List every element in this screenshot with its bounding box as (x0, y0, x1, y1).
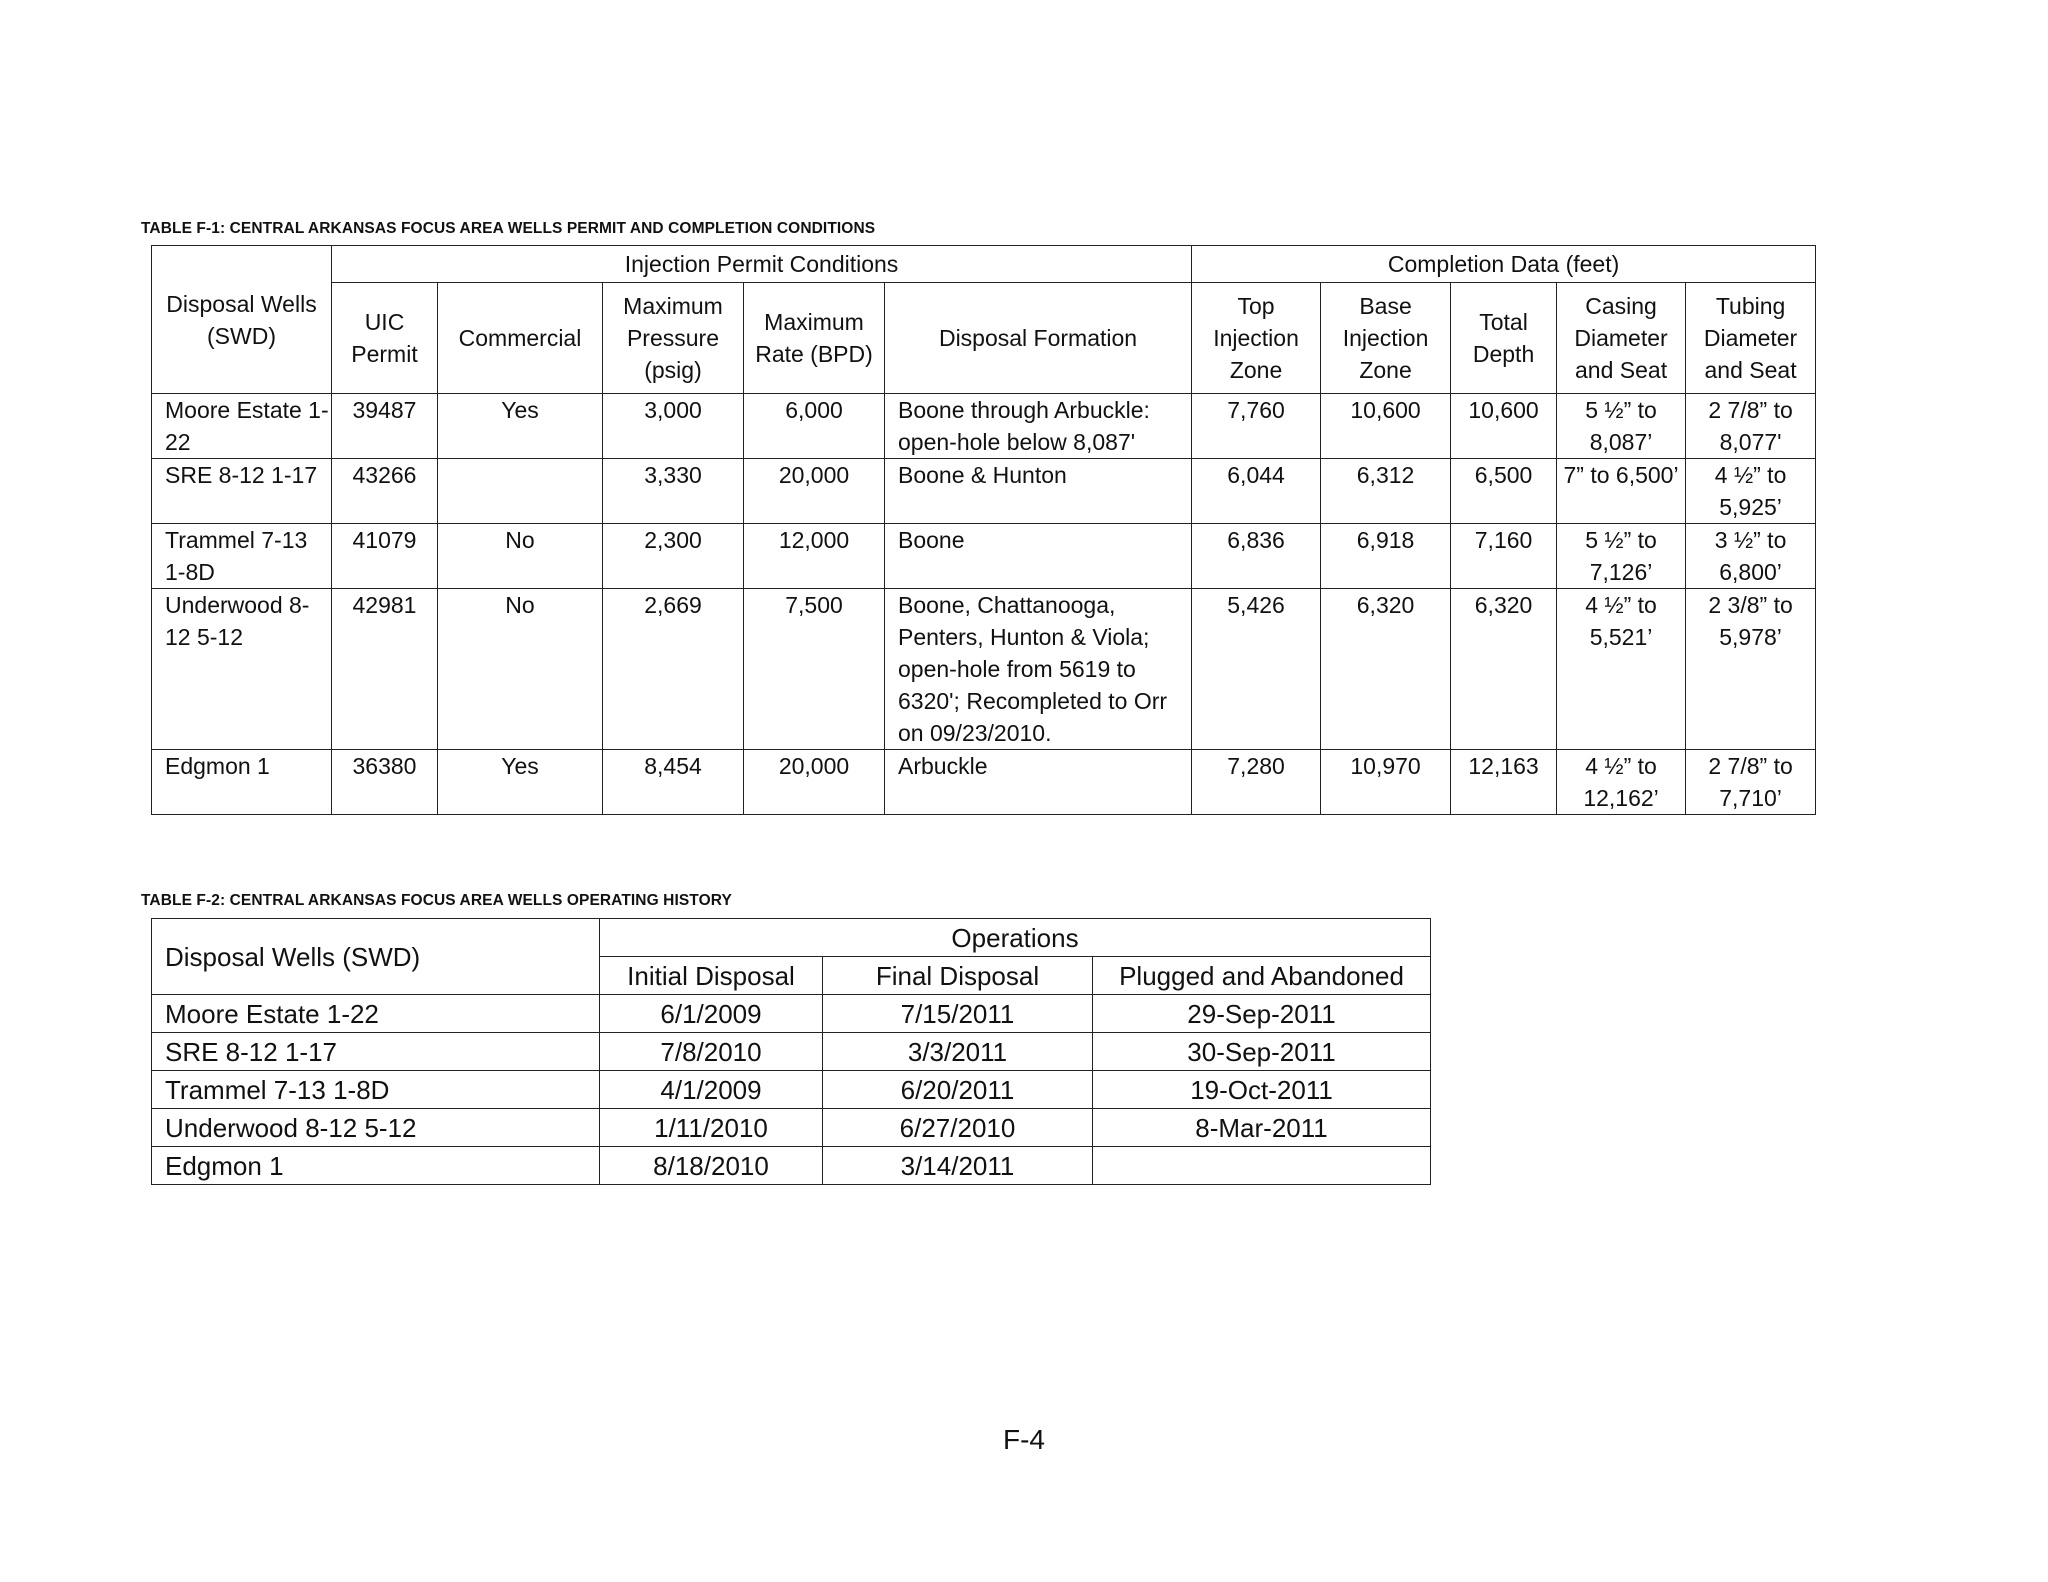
cell-base-zone: 10,970 (1321, 750, 1451, 815)
cell-casing: 7” to 6,500’ (1557, 459, 1686, 524)
cell-well: Moore Estate 1-22 (152, 394, 332, 459)
cell-base-zone: 6,312 (1321, 459, 1451, 524)
cell-formation: Boone (885, 524, 1192, 589)
cell-pressure: 2,669 (603, 589, 744, 750)
cell-total-depth: 10,600 (1451, 394, 1557, 459)
cell-plugged: 8-Mar-2011 (1093, 1109, 1431, 1147)
cell-formation: Arbuckle (885, 750, 1192, 815)
cell-well: Underwood 8-12 5-12 (152, 589, 332, 750)
cell-rate: 12,000 (744, 524, 885, 589)
cell-plugged: 19-Oct-2011 (1093, 1071, 1431, 1109)
header-max-pressure: Maximum Pressure (psig) (603, 283, 744, 394)
header-base-injection-zone: Base Injection Zone (1321, 283, 1451, 394)
cell-pressure: 3,330 (603, 459, 744, 524)
cell-well: Trammel 7-13 1-8D (152, 524, 332, 589)
cell-casing: 5 ½” to 7,126’ (1557, 524, 1686, 589)
cell-uic: 36380 (332, 750, 438, 815)
cell-plugged: 29-Sep-2011 (1093, 995, 1431, 1033)
header-uic-permit: UIC Permit (332, 283, 438, 394)
cell-formation: Boone, Chattanooga, Penters, Hunton & Viola; open-hole from 5619 to 6320'; Recompleted to Orr on 09/23/2010. (885, 589, 1192, 750)
table-f1 (151, 245, 1816, 815)
cell-final: 7/15/2011 (823, 995, 1093, 1033)
header-max-rate: Maximum Rate (BPD) (744, 283, 885, 394)
cell-commercial: No (438, 524, 603, 589)
header-total-depth: Total Depth (1451, 283, 1557, 394)
table-row (152, 1147, 1431, 1185)
table-f1-caption: TABLE F-1: CENTRAL ARKANSAS FOCUS AREA WELLS PERMIT AND COMPLETION CONDITIONS (141, 220, 876, 237)
table-row (152, 1033, 1431, 1071)
cell-commercial: Yes (438, 394, 603, 459)
cell-plugged: 30-Sep-2011 (1093, 1033, 1431, 1071)
cell-initial: 7/8/2010 (600, 1033, 823, 1071)
header-casing: Casing Diameter and Seat (1557, 283, 1686, 394)
cell-top-zone: 5,426 (1192, 589, 1321, 750)
cell-rate: 20,000 (744, 459, 885, 524)
cell-tubing: 2 7/8” to 8,077' (1686, 394, 1816, 459)
cell-rate: 20,000 (744, 750, 885, 815)
cell-well: Moore Estate 1-22 (152, 995, 600, 1033)
cell-formation: Boone & Hunton (885, 459, 1192, 524)
header-top-injection-zone: Top Injection Zone (1192, 283, 1321, 394)
header-tubing: Tubing Diameter and Seat (1686, 283, 1816, 394)
cell-pressure: 8,454 (603, 750, 744, 815)
cell-well: Edgmon 1 (152, 1147, 600, 1185)
cell-well: Trammel 7-13 1-8D (152, 1071, 600, 1109)
header-group-operations: Operations (600, 919, 1431, 957)
cell-rate: 7,500 (744, 589, 885, 750)
cell-top-zone: 6,836 (1192, 524, 1321, 589)
cell-total-depth: 6,320 (1451, 589, 1557, 750)
header-initial-disposal: Initial Disposal (600, 957, 823, 995)
table-row (152, 1071, 1431, 1109)
cell-tubing: 3 ½” to 6,800’ (1686, 524, 1816, 589)
cell-total-depth: 7,160 (1451, 524, 1557, 589)
cell-base-zone: 6,320 (1321, 589, 1451, 750)
header-disposal-formation: Disposal Formation (885, 283, 1192, 394)
table-row (152, 394, 1816, 459)
header-plugged-abandoned: Plugged and Abandoned (1093, 957, 1431, 995)
cell-tubing: 2 3/8” to 5,978’ (1686, 589, 1816, 750)
cell-plugged (1093, 1147, 1431, 1185)
cell-top-zone: 7,760 (1192, 394, 1321, 459)
table-f2 (151, 918, 1431, 1185)
cell-final: 6/27/2010 (823, 1109, 1093, 1147)
cell-casing: 5 ½” to 8,087’ (1557, 394, 1686, 459)
page-number: F-4 (1003, 1424, 1045, 1455)
cell-final: 6/20/2011 (823, 1071, 1093, 1109)
table-row (152, 459, 1816, 524)
cell-final: 3/14/2011 (823, 1147, 1093, 1185)
cell-top-zone: 6,044 (1192, 459, 1321, 524)
cell-uic: 39487 (332, 394, 438, 459)
cell-pressure: 2,300 (603, 524, 744, 589)
cell-tubing: 4 ½” to 5,925’ (1686, 459, 1816, 524)
cell-base-zone: 6,918 (1321, 524, 1451, 589)
cell-well: Edgmon 1 (152, 750, 332, 815)
cell-base-zone: 10,600 (1321, 394, 1451, 459)
cell-commercial (438, 459, 603, 524)
header-commercial: Commercial (438, 283, 603, 394)
cell-initial: 1/11/2010 (600, 1109, 823, 1147)
cell-total-depth: 12,163 (1451, 750, 1557, 815)
cell-casing: 4 ½” to 5,521’ (1557, 589, 1686, 750)
table-row (152, 750, 1816, 815)
header-disposal-wells: Disposal Wells (SWD) (152, 246, 332, 394)
table-row (152, 995, 1431, 1033)
header-final-disposal: Final Disposal (823, 957, 1093, 995)
cell-well: SRE 8-12 1-17 (152, 459, 332, 524)
header-group-completion: Completion Data (feet) (1192, 246, 1816, 283)
cell-pressure: 3,000 (603, 394, 744, 459)
cell-top-zone: 7,280 (1192, 750, 1321, 815)
cell-uic: 41079 (332, 524, 438, 589)
cell-uic: 42981 (332, 589, 438, 750)
cell-uic: 43266 (332, 459, 438, 524)
cell-initial: 8/18/2010 (600, 1147, 823, 1185)
cell-total-depth: 6,500 (1451, 459, 1557, 524)
cell-well: Underwood 8-12 5-12 (152, 1109, 600, 1147)
header-group-injection: Injection Permit Conditions (332, 246, 1192, 283)
table-row (152, 1109, 1431, 1147)
cell-tubing: 2 7/8” to 7,710’ (1686, 750, 1816, 815)
cell-final: 3/3/2011 (823, 1033, 1093, 1071)
table-row (152, 589, 1816, 750)
cell-rate: 6,000 (744, 394, 885, 459)
cell-initial: 4/1/2009 (600, 1071, 823, 1109)
cell-well: SRE 8-12 1-17 (152, 1033, 600, 1071)
table-row (152, 524, 1816, 589)
cell-formation: Boone through Arbuckle: open-hole below 8,087' (885, 394, 1192, 459)
cell-commercial: No (438, 589, 603, 750)
table-f2-caption: TABLE F-2: CENTRAL ARKANSAS FOCUS AREA WELLS OPERATING HISTORY (141, 892, 732, 909)
cell-commercial: Yes (438, 750, 603, 815)
header-disposal-wells: Disposal Wells (SWD) (152, 919, 600, 995)
cell-initial: 6/1/2009 (600, 995, 823, 1033)
cell-casing: 4 ½” to 12,162’ (1557, 750, 1686, 815)
